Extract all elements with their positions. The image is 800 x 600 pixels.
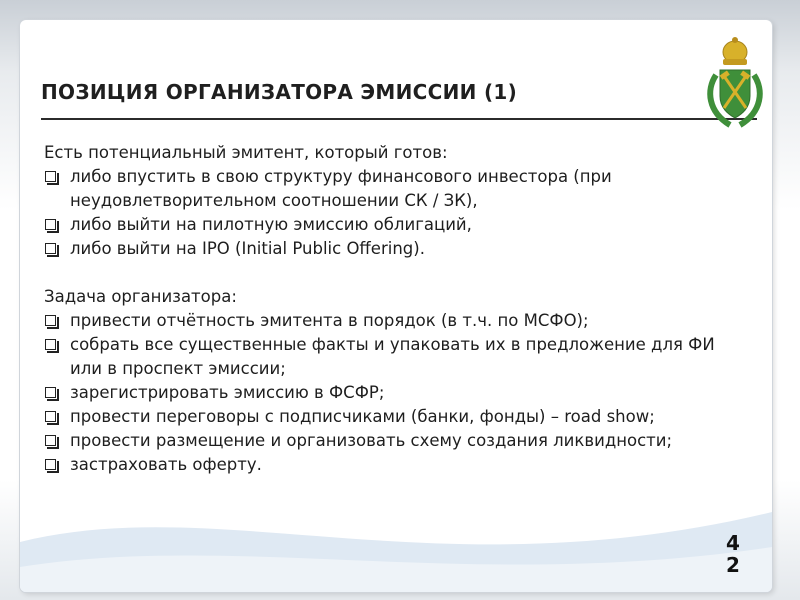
list-item <box>44 237 724 261</box>
list-item-text: зарегистрировать эмиссию в ФСФР; <box>70 383 385 402</box>
list-item <box>44 309 724 333</box>
checkbox-square-icon <box>45 387 56 398</box>
list-item <box>44 381 724 405</box>
list-item-text: провести переговоры с подписчиками (банки, фонды) – road show; <box>70 407 655 426</box>
list-item-text: собрать все существенные факты и упаковать их в предложение для ФИ или в проспект эмиссии; <box>70 335 715 378</box>
section2-intro: Задача организатора: <box>44 287 237 306</box>
page-number-digit-1: 4 <box>726 531 740 555</box>
page-number <box>718 532 748 576</box>
list-item-text: либо выйти на IPO (Initial Public Offering). <box>70 239 425 258</box>
checkbox-square-icon <box>45 243 56 254</box>
title-divider <box>41 118 757 120</box>
list-item <box>44 165 724 213</box>
list-item-text: либо впустить в свою структуру финансового инвестора (при неудовлетворительном соотношении СК / ЗК), <box>70 167 612 210</box>
decorative-wave <box>20 472 772 592</box>
list-item <box>44 453 724 477</box>
checkbox-square-icon <box>45 339 56 350</box>
list-item-text: либо выйти на пилотную эмиссию облигаций, <box>70 215 472 234</box>
spacer <box>44 261 724 285</box>
section1-intro: Есть потенциальный эмитент, который готов: <box>44 143 448 162</box>
list-item <box>44 405 724 429</box>
checkbox-square-icon <box>45 435 56 446</box>
list-item-text: привести отчётность эмитента в порядок (в т.ч. по МСФО); <box>70 311 589 330</box>
mining-emblem-icon <box>700 30 770 130</box>
slide-content <box>44 141 724 477</box>
checkbox-square-icon <box>45 315 56 326</box>
checkbox-square-icon <box>45 411 56 422</box>
list-item <box>44 333 724 381</box>
page-title: ПОЗИЦИЯ ОРГАНИЗАТОРА ЭМИССИИ (1) <box>41 80 518 104</box>
list-item-text: провести размещение и организовать схему создания ликвидности; <box>70 431 673 450</box>
list-item <box>44 429 724 453</box>
checkbox-square-icon <box>45 219 56 230</box>
list-item-text: застраховать оферту. <box>70 455 262 474</box>
checkbox-square-icon <box>45 459 56 470</box>
page-number-digit-2: 2 <box>726 553 740 577</box>
checkbox-square-icon <box>45 171 56 182</box>
list-item <box>44 213 724 237</box>
